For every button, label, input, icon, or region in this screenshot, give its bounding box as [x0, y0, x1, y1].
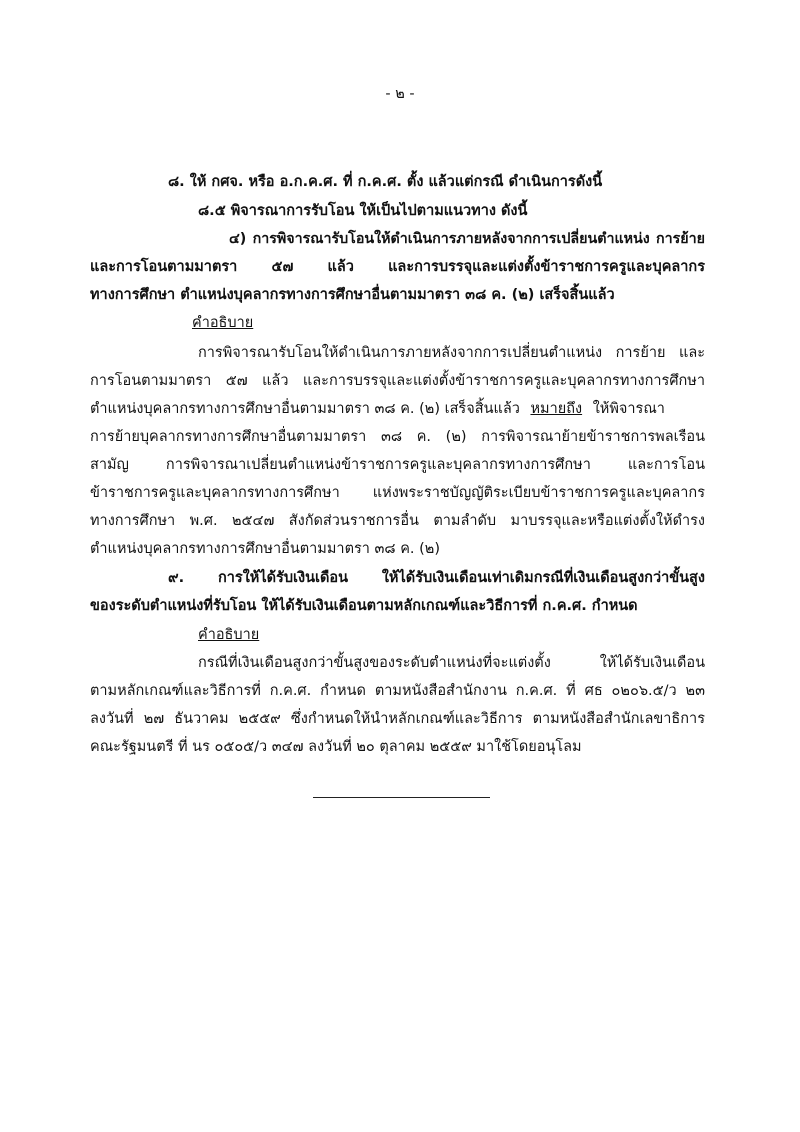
- explanation-1-line-3: [90, 399, 665, 419]
- explanation-1-line-7: ทางการศึกษา พ.ศ. ๒๕๔๗ สังกัดส่วนราชการอื่น ตามลำดับ มาบรรจุและหรือแต่งตั้งให้ดำรง: [90, 513, 705, 529]
- explanation-2-line-3: ลงวันที่ ๒๗ ธันวาคม ๒๕๕๙ ซึ่งกำหนดให้นำหลักเกณฑ์และวิธีการ ตามหนังสือสำนักเลขาธิการ: [90, 711, 705, 727]
- explanation-2-line-2: ตามหลักเกณฑ์และวิธีการที่ ก.ค.ศ. กำหนด ตามหนังสือสำนักงาน ก.ค.ศ. ที่ ศธ ๐๒๐๖.๕/ว ๒๓: [90, 683, 705, 699]
- section-8-heading: ๘. ให้ กศจ. หรือ อ.ก.ค.ศ. ที่ ก.ค.ศ. ตั้ง แล้วแต่กรณี ดำเนินการดังนี้: [168, 174, 603, 190]
- item-4-line-1: ๔) การพิจารณารับโอนให้ดำเนินการภายหลังจากการเปลี่ยนตำแหน่ง การย้าย: [229, 231, 705, 247]
- section-9-heading-line-1: ๙. การให้ได้รับเงินเดือน ให้ได้รับเงินเดือนเท่าเดิมกรณีที่เงินเดือนสูงกว่าขั้นสูง: [168, 570, 705, 586]
- explanation-1-line-8: ตำแหน่งบุคลากรทางการศึกษาอื่นตามมาตรา ๓๘ ค. (๒): [90, 541, 441, 557]
- section-8-5-subheading: ๘.๕ พิจารณาการรับโอน ให้เป็นไปตามแนวทาง ดังนี้: [198, 203, 528, 219]
- section-9-heading-line-2: ของระดับตำแหน่งที่รับโอน ให้ได้รับเงินเดือนตามหลักเกณฑ์และวิธีการที่ ก.ค.ศ. กำหนด: [90, 598, 638, 614]
- explanation-1-line-2: การโอนตามมาตรา ๕๗ แล้ว และการบรรจุและแต่งตั้งข้าราชการครูและบุคลากรทางการศึกษา: [90, 373, 705, 389]
- explanation-2-line-1: กรณีที่เงินเดือนสูงกว่าขั้นสูงของระดับตำแหน่งที่จะแต่งตั้ง ให้ได้รับเงินเดือน: [198, 655, 705, 671]
- meaning-word: หมายถึง: [530, 401, 583, 417]
- meaning-tail: ให้พิจารณา: [592, 401, 665, 417]
- explanation-1-line-1: การพิจารณารับโอนให้ดำเนินการภายหลังจากการเปลี่ยนตำแหน่ง การย้าย และ: [198, 345, 705, 361]
- item-4-line-3: ทางการศึกษา ตำแหน่งบุคลากรทางการศึกษาอื่นตามมาตรา ๓๘ ค. (๒) เสร็จสิ้นแล้ว: [90, 287, 615, 303]
- explanation-1-line-6: ข้าราชการครูและบุคลากรทางการศึกษา แห่งพระราชบัญญัติระเบียบข้าราชการครูและบุคลากร: [90, 485, 705, 501]
- explanation-1-line-3-text: ตำแหน่งบุคลากรทางการศึกษาอื่นตามมาตรา ๓๘ ค. (๒) เสร็จสิ้นแล้ว: [90, 401, 520, 417]
- end-divider: [313, 797, 490, 798]
- item-4-line-2: และการโอนตามมาตรา ๕๗ แล้ว และการบรรจุและแต่งตั้งข้าราชการครูและบุคลากร: [90, 259, 705, 275]
- explanation-1-line-4: การย้ายบุคลากรทางการศึกษาอื่นตามมาตรา ๓๘ ค. (๒) การพิจารณาย้ายข้าราชการพลเรือน: [90, 429, 705, 445]
- explanation-2-line-4: คณะรัฐมนตรี ที่ นร ๐๕๐๕/ว ๓๔๗ ลงวันที่ ๒๐ ตุลาคม ๒๕๕๙ มาใช้โดยอนุโลม: [90, 739, 582, 755]
- explanation-label-2: คำอธิบาย: [198, 627, 260, 643]
- page-number: - ๒ -: [385, 86, 415, 102]
- explanation-label-1: คำอธิบาย: [192, 315, 254, 331]
- explanation-1-line-5: สามัญ การพิจารณาเปลี่ยนตำแหน่งข้าราชการครูและบุคลากรทางการศึกษา และการโอน: [90, 457, 705, 473]
